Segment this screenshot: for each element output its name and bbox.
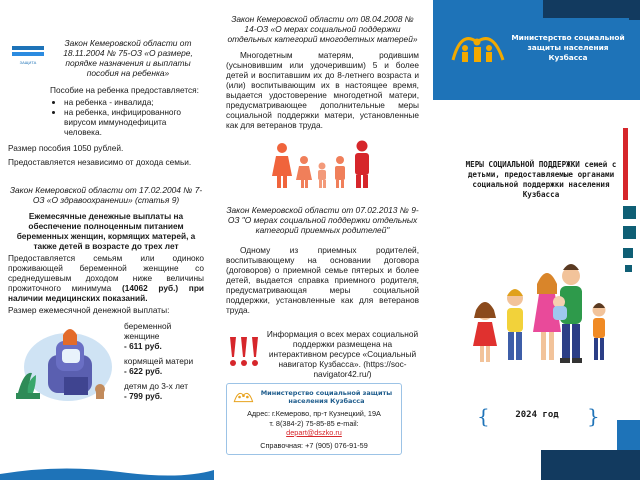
payment-item: беременной женщине - 611 руб. — [124, 321, 172, 351]
cover-title: МЕРЫ СОЦИАЛЬНОЙ ПОДДЕРЖКИ семей с детьми, предоставляемые органами социальной поддержки населения Кузбасса — [465, 160, 617, 199]
email-link[interactable]: depart@dszko.ru — [286, 428, 342, 437]
payment-item: кормящей матери - 622 руб. — [124, 356, 194, 376]
deco-square — [625, 265, 632, 272]
header-band-top — [543, 0, 640, 20]
svg-text:ЗАЩИТА: ЗАЩИТА — [19, 60, 37, 65]
list-item: • на ребенка - инвалида; — [64, 97, 204, 107]
monthly-size-label: Размер ежемесячной денежной выплаты: — [8, 305, 170, 315]
year-bracket-left: { — [477, 404, 490, 428]
law3-text: Многодетным матерям, родившим (усыновившим или удочерившим) 5 и более детей и воспитавшим их до 8-летнего возраста и (или) воспитывающим их в настоящее время, выдается удостоверение многодетной матери, предусматривающее дополнительные меры социальной поддержки матери, установленные как для ветеранов труда. — [226, 50, 419, 130]
family-icon — [226, 138, 419, 195]
ministry-logo-icon — [233, 388, 254, 406]
payment-list — [120, 321, 204, 408]
family-illustration — [463, 258, 613, 379]
panel-middle — [214, 0, 427, 480]
year-bracket-right: } — [587, 404, 600, 428]
ministry-name: Министерство социальной защиты населения Кузбасса — [511, 33, 625, 62]
law2-title: Закон Кемеровской области от 17.02.2004 № 7-ОЗ «О здравоохранении» (статья 9) — [9, 185, 203, 205]
footer-band-light — [617, 420, 640, 450]
year-label: 2024 год — [515, 410, 559, 420]
help-phone: Справочная: +7 (905) 076-91-59 — [260, 440, 368, 450]
contact-org: Министерство социальной защиты населения Кузбасса — [260, 389, 393, 405]
footer-band — [541, 450, 640, 480]
benefit-intro: Пособие на ребенка предоставляется: — [50, 85, 199, 95]
phone: т. 8(384-2) 75-85-85 e-mail: — [269, 418, 359, 428]
deco-square — [623, 248, 633, 258]
payment-item: детям до 3-х лет - 799 руб. — [124, 381, 189, 401]
monthly-text: Предоставляется семьям или одиноко проживающей беременной женщине со среднедушевым доходом ниже величины прожиточного минимума (14062 руб.) при наличии медицинских показаний. — [8, 253, 204, 303]
shield-icon — [8, 44, 48, 74]
deco-square — [623, 226, 636, 239]
law4-text: Одному из приемных родителей, воспитывающему на основании договора (договоров) о приемной семье пятерых и более детей, выдается справка приемного родителя, предусматривающая меры социальной поддержки, установленные как для ветеранов труда. — [226, 245, 419, 315]
info-text: Информация о всех мерах социальной поддержки размещена на интерактивном ресурсе «Социальный навигатор Кузбасса». (https://soc-navigator42.ru/) — [266, 329, 419, 379]
deco-square — [623, 206, 636, 219]
law1-title: Закон Кемеровской области от 18.11.2004 № 75-ОЗ «О размере, порядке назначения и выплаты пособия на ребенка» — [63, 38, 193, 78]
benefit-note: Предоставляется независимо от дохода семьи. — [8, 157, 192, 167]
panel-cover — [427, 0, 640, 480]
benefit-list — [50, 97, 204, 137]
title-accent — [623, 128, 628, 200]
benefit-amount: Размер пособия 1050 рублей. — [8, 143, 124, 153]
law4-title: Закон Кемеровской области от 07.02.2013 № 9-ОЗ "О мерах социальной поддержки отдельных категорий приемных родителей" — [226, 205, 419, 235]
ministry-logo-icon — [449, 28, 507, 68]
exclamation-icon — [226, 329, 266, 374]
contact-box — [226, 383, 402, 455]
social-logo — [8, 44, 48, 79]
ministry-block — [449, 18, 629, 78]
address: Адрес: г.Кемерово, пр-т Кузнецкий, 19А — [247, 409, 381, 418]
list-item: • на ребенка, инфицированного вирусом иммунодефицита человека. — [64, 107, 204, 137]
mother-illustration — [8, 321, 120, 408]
panel-left — [0, 0, 214, 480]
monthly-heading: Ежемесячные денежные выплаты на обеспечение полноценным питанием беременных женщин, кормящих матерей, а также детей в возрасте до трех лет — [16, 211, 196, 251]
wave-decoration — [0, 464, 214, 480]
law3-title: Закон Кемеровской области от 08.04.2008 № 14-ОЗ «О мерах социальной поддержки отдельных категорий многодетных матерей» — [227, 14, 418, 44]
